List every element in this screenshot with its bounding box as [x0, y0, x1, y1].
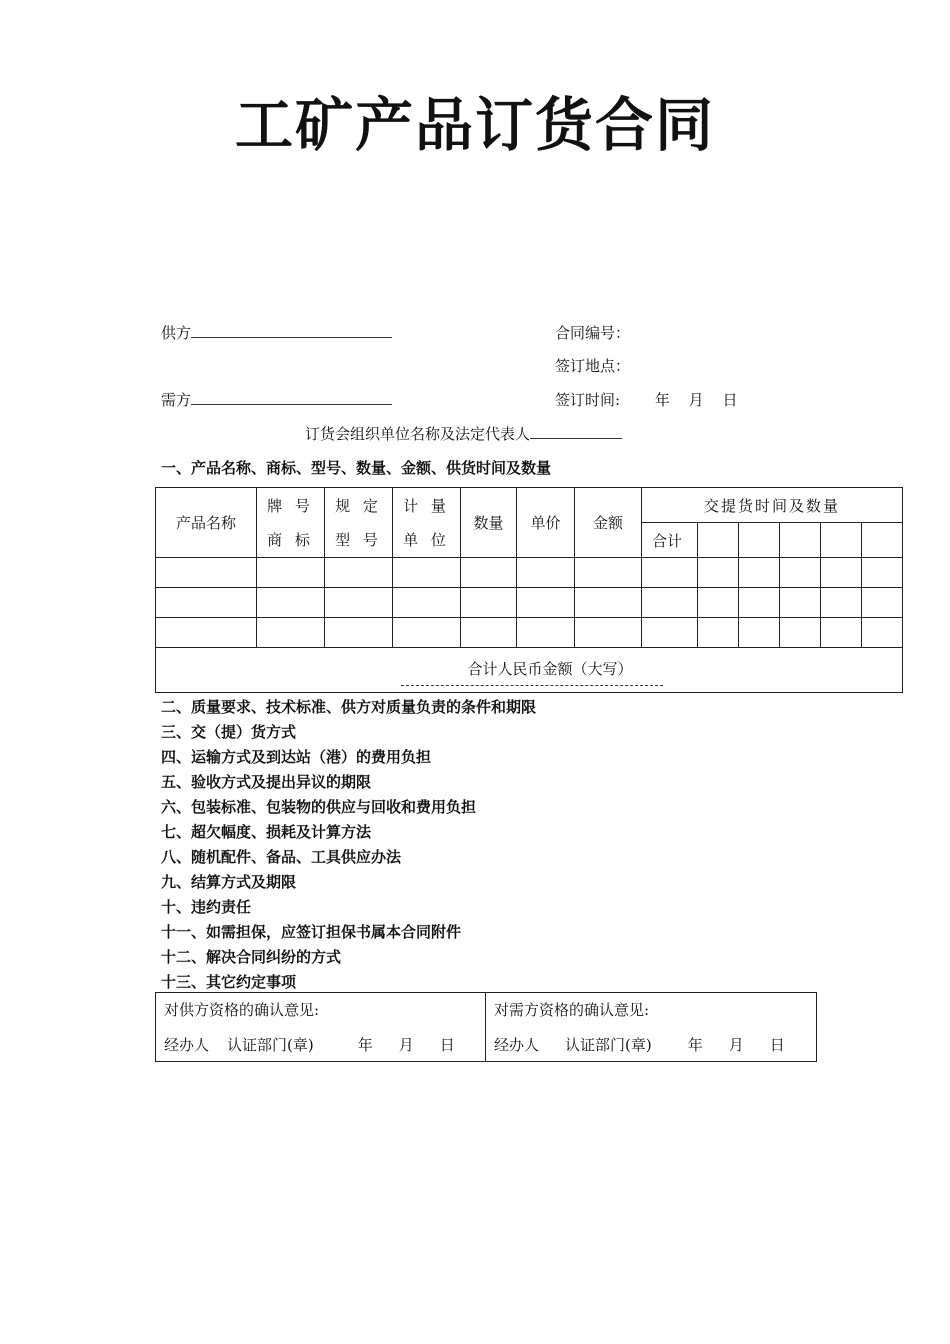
table-cell[interactable] [739, 558, 780, 588]
section-10-heading: 十、违约责任 [161, 898, 252, 916]
table-row [156, 558, 903, 588]
header-brand-line2: 商 标 [267, 530, 314, 549]
header-subtotal: 合计 [642, 523, 698, 558]
section-13-heading: 十三、其它约定事项 [161, 973, 297, 991]
table-row [156, 618, 903, 648]
sign-month: 月 [688, 391, 704, 409]
delivery-slot-cell[interactable] [698, 523, 739, 558]
supplier-year: 年 [357, 1036, 373, 1054]
total-amount-row[interactable] [156, 648, 903, 693]
table-cell[interactable] [461, 588, 517, 618]
buyer-blank[interactable] [191, 390, 392, 405]
sign-year: 年 [654, 391, 670, 409]
header-unit [393, 488, 461, 558]
table-cell[interactable] [517, 588, 575, 618]
header-unit-line1: 计 量 [403, 496, 450, 515]
table-cell[interactable] [325, 558, 393, 588]
section-4-heading: 四、运输方式及到达站（港）的费用负担 [161, 748, 432, 766]
section-12-heading: 十二、解决合同纠纷的方式 [161, 948, 342, 966]
buyer-confirmation-sign-line [494, 1034, 808, 1055]
table-cell[interactable] [156, 558, 257, 588]
buyer-handler-label: 经办人 [494, 1036, 540, 1054]
buyer-year: 年 [687, 1036, 703, 1054]
buyer-confirmation-cell[interactable] [486, 993, 817, 1062]
table-cell[interactable] [698, 588, 739, 618]
table-cell[interactable] [862, 588, 903, 618]
header-spec-line1: 规 定 [335, 496, 382, 515]
table-cell[interactable] [862, 558, 903, 588]
table-cell[interactable] [257, 618, 325, 648]
confirmation-table [155, 992, 817, 1062]
buyer-day: 日 [769, 1036, 785, 1054]
section-11-heading: 十一、如需担保，应签订担保书属本合同附件 [161, 923, 462, 941]
buyer-confirmation-title: 对需方资格的确认意见: [494, 1001, 650, 1019]
table-cell[interactable] [575, 588, 642, 618]
section-1-heading: 一、产品名称、商标、型号、数量、金额、供货时间及数量 [161, 459, 552, 477]
header-amount: 金额 [575, 488, 642, 558]
table-cell[interactable] [739, 588, 780, 618]
delivery-slot-cell[interactable] [862, 523, 903, 558]
header-spec [325, 488, 393, 558]
org-rep-label: 订货会组织单位名称及法定代表人 [305, 425, 531, 443]
org-rep-line [305, 423, 622, 444]
table-cell[interactable] [780, 558, 821, 588]
sign-day: 日 [722, 391, 738, 409]
table-cell[interactable] [780, 618, 821, 648]
section-8-heading: 八、随机配件、备品、工具供应办法 [161, 848, 402, 866]
buyer-dept-label: 认证部门(章) [565, 1036, 652, 1054]
sign-place-label: 签订地点： [555, 357, 631, 375]
contract-no-label: 合同编号： [555, 324, 631, 342]
table-cell[interactable] [461, 618, 517, 648]
table-cell[interactable] [156, 618, 257, 648]
supplier-label: 供方 [161, 324, 192, 342]
table-cell[interactable] [862, 618, 903, 648]
sign-time-label: 签订时间: [555, 391, 621, 409]
table-cell[interactable] [642, 588, 698, 618]
sign-time-line [555, 389, 737, 410]
header-brand [257, 488, 325, 558]
header-brand-line1: 牌 号 [267, 496, 314, 515]
table-cell[interactable] [642, 558, 698, 588]
total-amount-label: 合计人民币金额（大写） [467, 660, 633, 678]
table-row [156, 588, 903, 618]
supplier-day: 日 [439, 1036, 455, 1054]
table-cell[interactable] [698, 618, 739, 648]
table-cell[interactable] [257, 558, 325, 588]
table-cell[interactable] [575, 558, 642, 588]
table-cell[interactable] [393, 588, 461, 618]
header-quantity: 数量 [461, 488, 517, 558]
table-cell[interactable] [325, 618, 393, 648]
table-cell[interactable] [642, 618, 698, 648]
table-cell[interactable] [325, 588, 393, 618]
buyer-month: 月 [728, 1036, 744, 1054]
buyer-line [161, 389, 392, 410]
supplier-dept-label: 认证部门(章) [227, 1036, 314, 1054]
supplier-month: 月 [398, 1036, 414, 1054]
document-title: 工矿产品订货合同 [234, 91, 715, 159]
product-table [155, 487, 903, 693]
section-7-heading: 七、超欠幅度、损耗及计算方法 [161, 823, 372, 841]
table-cell[interactable] [698, 558, 739, 588]
supplier-line [161, 322, 392, 343]
supplier-confirmation-title: 对供方资格的确认意见: [164, 1001, 320, 1019]
header-unit-line2: 单 位 [403, 530, 450, 549]
delivery-slot-cell[interactable] [821, 523, 862, 558]
header-spec-line2: 型 号 [335, 530, 382, 549]
table-cell[interactable] [461, 558, 517, 588]
table-cell[interactable] [393, 618, 461, 648]
section-9-heading: 九、结算方式及期限 [161, 873, 297, 891]
delivery-slot-cell[interactable] [780, 523, 821, 558]
supplier-handler-label: 经办人 [164, 1036, 210, 1054]
table-cell[interactable] [517, 558, 575, 588]
table-cell[interactable] [393, 558, 461, 588]
header-unit-price: 单价 [517, 488, 575, 558]
table-cell[interactable] [257, 588, 325, 618]
supplier-confirmation-cell[interactable] [156, 993, 486, 1062]
org-rep-blank[interactable] [530, 424, 622, 439]
table-cell[interactable] [780, 588, 821, 618]
section-2-heading: 二、质量要求、技术标准、供方对质量负责的条件和期限 [161, 698, 537, 716]
delivery-slot-cell[interactable] [739, 523, 780, 558]
section-6-heading: 六、包装标准、包装物的供应与回收和费用负担 [161, 798, 477, 816]
buyer-label: 需方 [161, 391, 192, 409]
header-product-name: 产品名称 [156, 488, 257, 558]
table-cell[interactable] [821, 558, 862, 588]
section-5-heading: 五、验收方式及提出异议的期限 [161, 773, 372, 791]
header-delivery: 交提货时间及数量 [642, 488, 903, 523]
section-3-heading: 三、交（提）货方式 [161, 723, 297, 741]
total-amount-dashed-line [401, 681, 663, 686]
supplier-confirmation-sign-line [164, 1034, 477, 1055]
table-cell[interactable] [517, 618, 575, 648]
table-cell[interactable] [821, 588, 862, 618]
table-cell[interactable] [821, 618, 862, 648]
table-cell[interactable] [739, 618, 780, 648]
supplier-blank[interactable] [191, 323, 392, 338]
table-cell[interactable] [156, 588, 257, 618]
table-cell[interactable] [575, 618, 642, 648]
